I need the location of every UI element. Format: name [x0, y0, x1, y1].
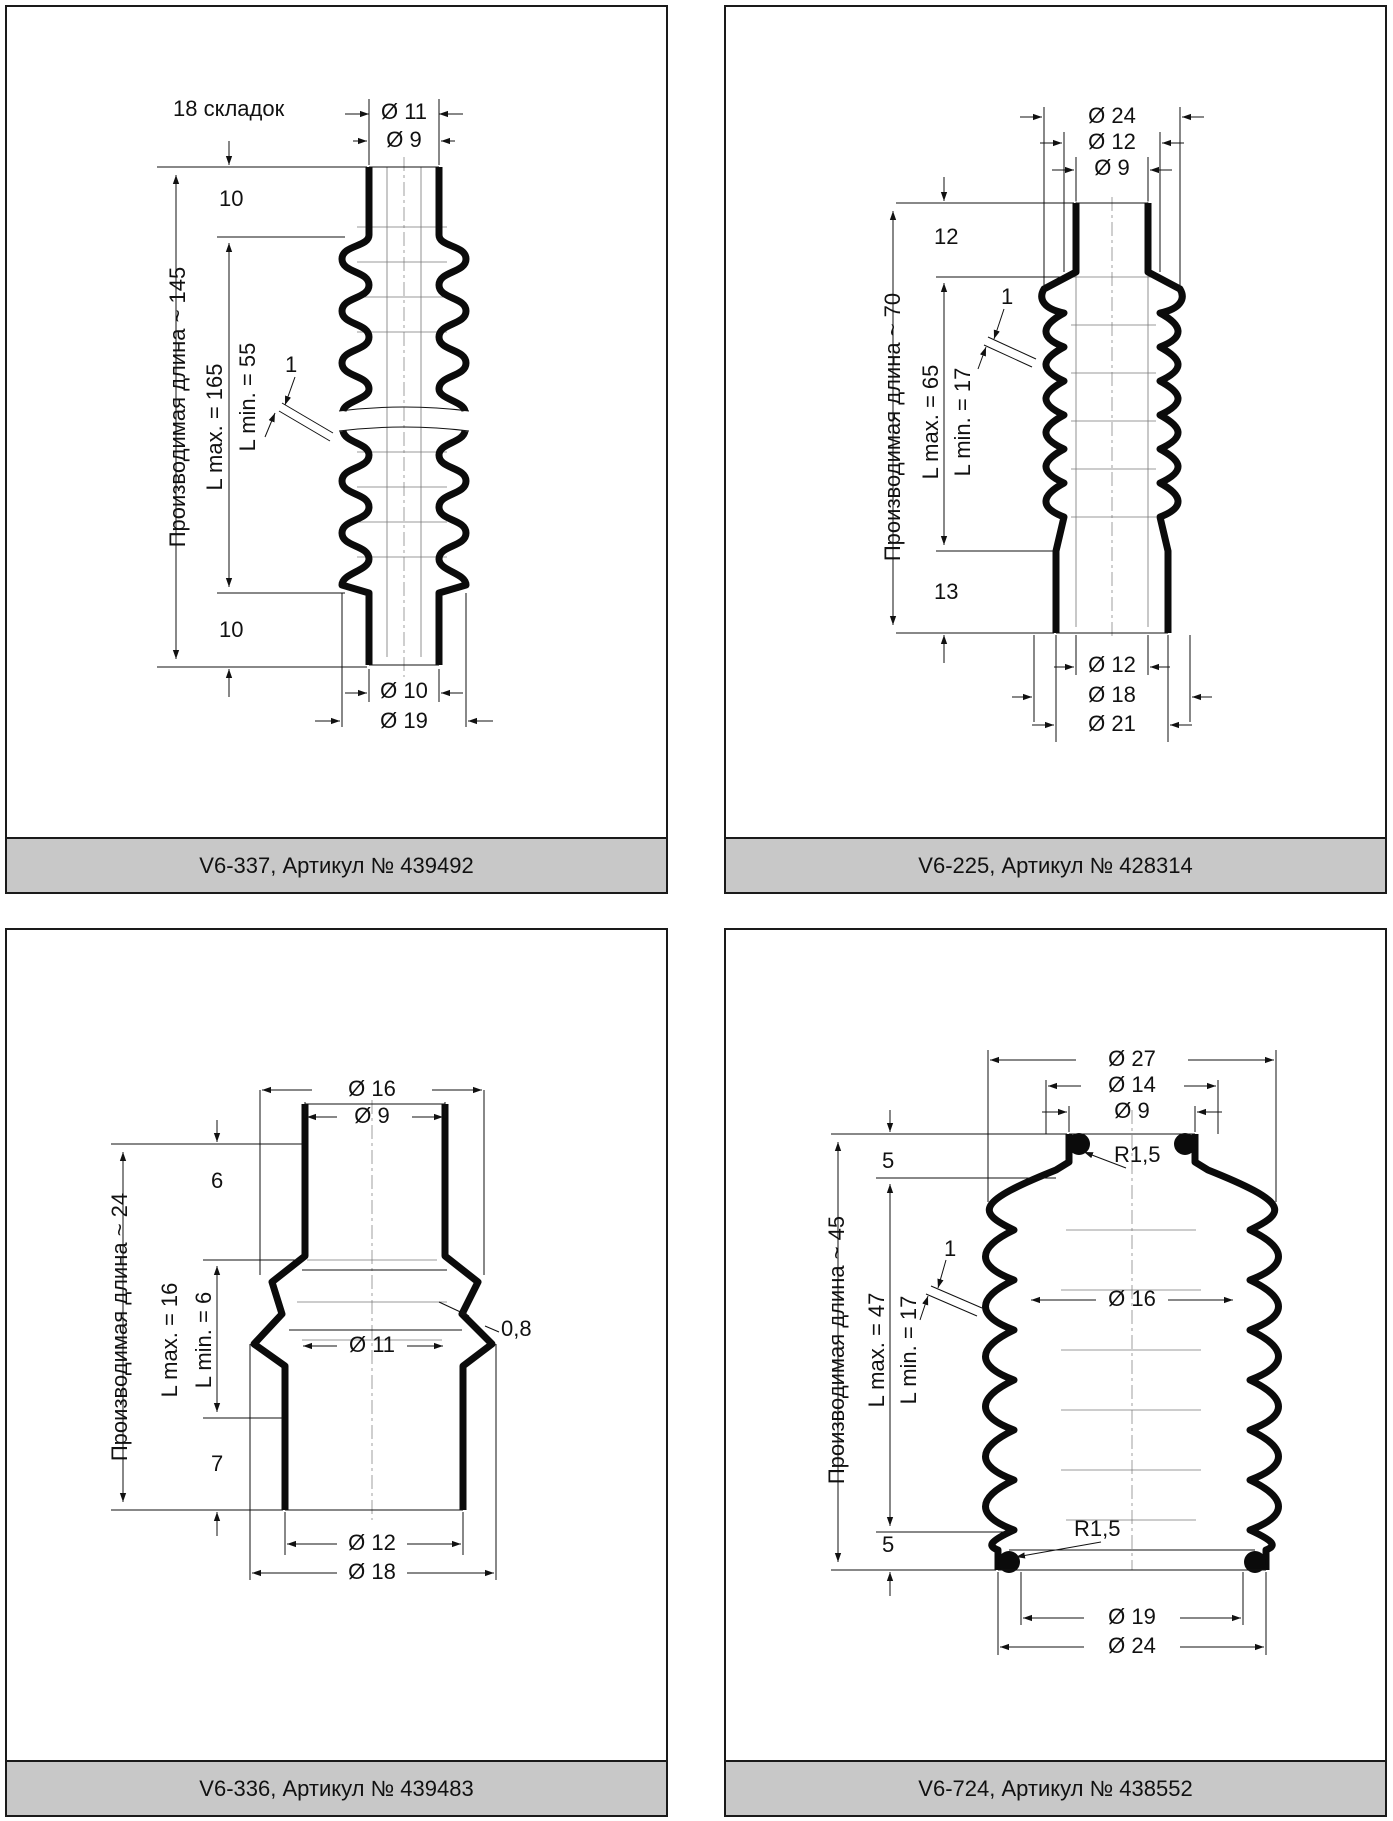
wall-thickness: 0,8 [501, 1316, 532, 1341]
lmin: L min. = 55 [235, 342, 260, 452]
dim-mid: Ø 16 [1108, 1286, 1156, 1311]
dim-d2: Ø 14 [1108, 1072, 1156, 1097]
dim-b1: Ø 19 [1108, 1604, 1156, 1629]
dim-mid: Ø 11 [348, 1332, 396, 1357]
height-bot: 5 [882, 1532, 895, 1557]
lmin: L min. = 6 [191, 1291, 216, 1389]
panel-v6-225 [724, 5, 1387, 894]
lmin: L min. = 17 [896, 1295, 921, 1405]
wall-thickness: 1 [285, 352, 298, 377]
lmax: L max. = 65 [918, 364, 943, 480]
dim-d2: Ø 12 [1088, 129, 1136, 154]
lmin: L min. = 17 [950, 367, 975, 477]
dim-top-inner: Ø 9 [386, 127, 422, 152]
dim-b1: Ø 12 [348, 1530, 396, 1555]
folds-label: 18 складок [173, 96, 285, 121]
height-bot: 7 [211, 1451, 224, 1476]
dim-d1: Ø 24 [1088, 103, 1136, 128]
height-top: 10 [219, 186, 244, 211]
dim-d2: Ø 9 [354, 1103, 390, 1128]
caption-v6-225: V6-225, Артикул № 428314 [726, 837, 1385, 892]
lmax: L max. = 47 [864, 1292, 889, 1408]
height-bot: 10 [219, 617, 244, 642]
height-top: 6 [211, 1168, 224, 1193]
drawing-v6-336 [7, 930, 666, 1764]
dim-bot-outer: Ø 19 [380, 708, 428, 733]
drawing-v6-225 [726, 7, 1385, 841]
dim-b3: Ø 21 [1088, 711, 1136, 736]
produced-length: Производимая длина ~ 70 [880, 292, 905, 562]
dim-d3: Ø 9 [1094, 155, 1130, 180]
panel-v6-724 [724, 928, 1387, 1817]
lmax: L max. = 165 [202, 363, 227, 491]
radius-top: R1,5 [1114, 1142, 1161, 1167]
height-top: 12 [934, 224, 959, 249]
radius-bot: R1,5 [1074, 1516, 1121, 1541]
dim-b2: Ø 18 [348, 1559, 396, 1584]
wall-thickness: 1 [944, 1236, 957, 1261]
height-top: 5 [882, 1148, 895, 1173]
panel-v6-337 [5, 5, 668, 894]
drawing-v6-724 [726, 930, 1385, 1764]
dim-b2: Ø 18 [1088, 682, 1136, 707]
drawing-v6-337 [7, 7, 666, 841]
lmax: L max. = 16 [157, 1282, 182, 1398]
dim-b1: Ø 12 [1088, 652, 1136, 677]
produced-length: Производимая длина ~ 145 [165, 266, 190, 548]
produced-length: Производимая длина ~ 24 [107, 1192, 132, 1462]
dim-b2: Ø 24 [1108, 1633, 1156, 1658]
panel-v6-336 [5, 928, 668, 1817]
dim-d1: Ø 27 [1108, 1046, 1156, 1071]
caption-v6-336: V6-336, Артикул № 439483 [7, 1760, 666, 1815]
caption-v6-724: V6-724, Артикул № 438552 [726, 1760, 1385, 1815]
produced-length: Производимая длина ~ 45 [824, 1215, 849, 1485]
dim-d3: Ø 9 [1114, 1098, 1150, 1123]
dim-bot-inner: Ø 10 [380, 678, 428, 703]
height-bot: 13 [934, 579, 959, 604]
wall-thickness: 1 [1001, 284, 1014, 309]
dim-d1: Ø 16 [348, 1076, 396, 1101]
dim-top-outer: Ø 11 [380, 99, 428, 124]
caption-v6-337: V6-337, Артикул № 439492 [7, 837, 666, 892]
